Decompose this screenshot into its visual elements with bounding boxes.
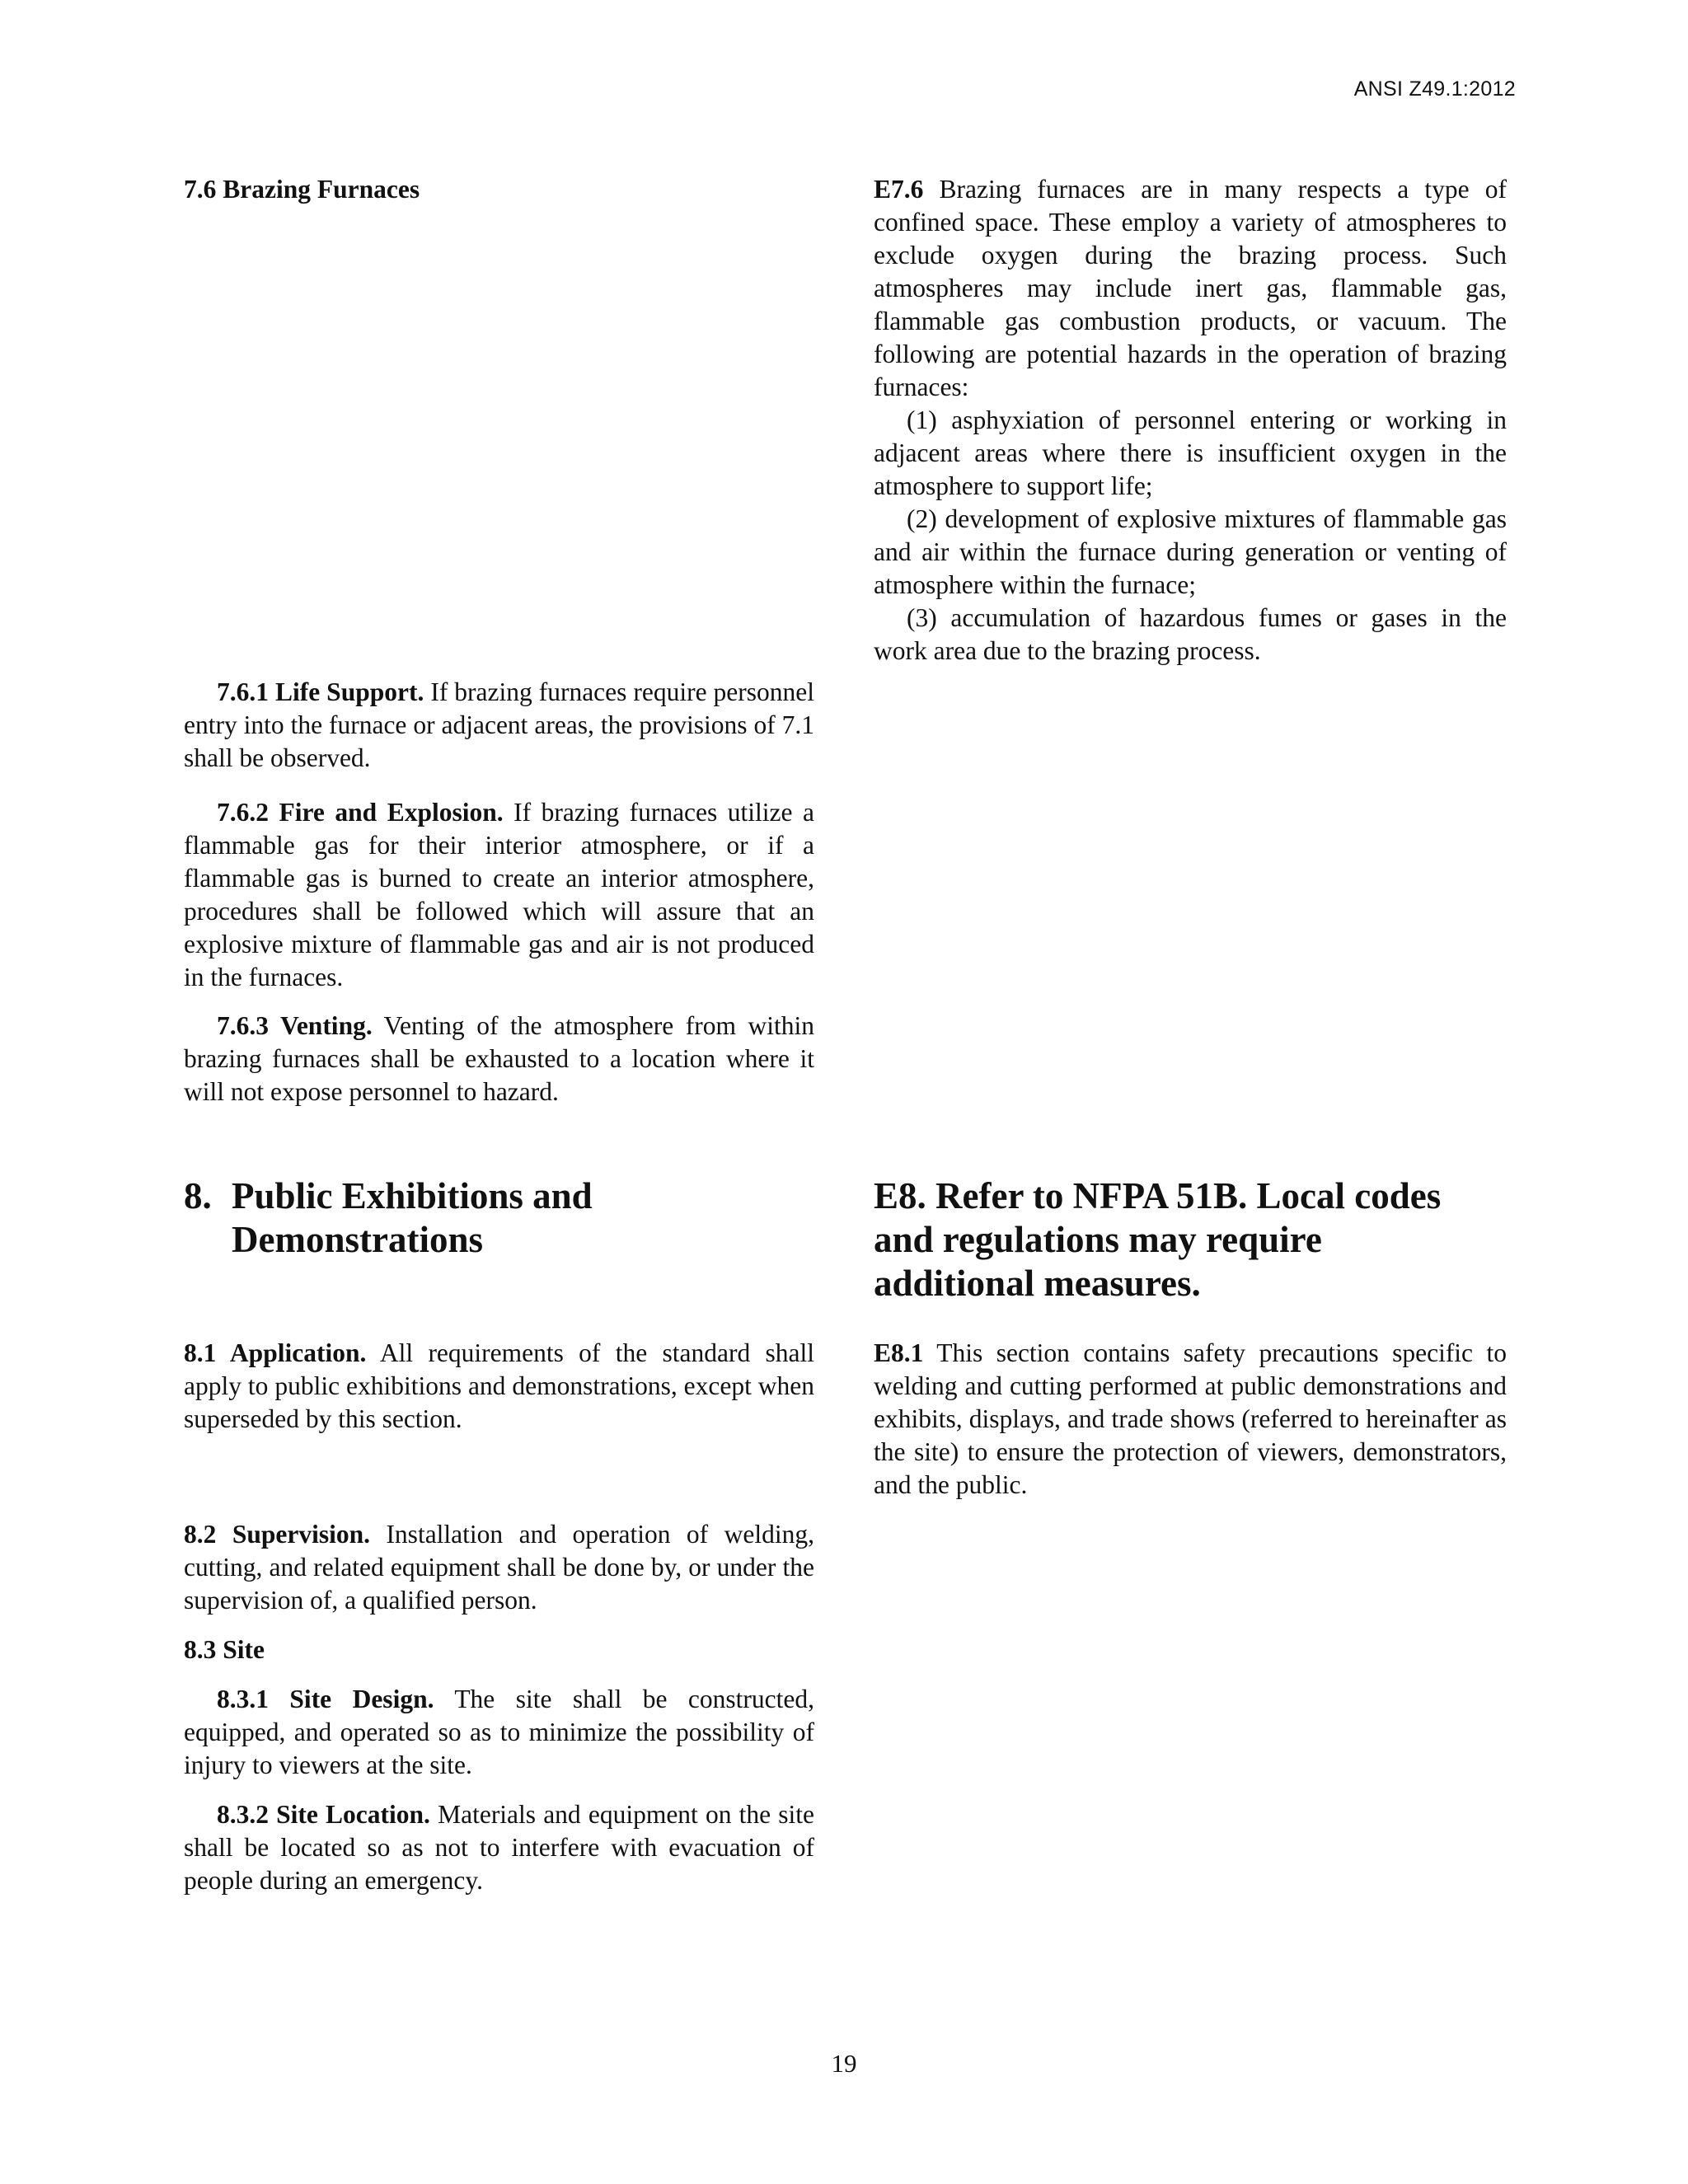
section-7-6-title: 7.6 Brazing Furnaces <box>184 175 420 204</box>
section-7-6-heading <box>184 173 814 206</box>
section-8-1 <box>184 1337 814 1436</box>
section-8-3-1 <box>184 1683 814 1782</box>
e8-1-label: E8.1 <box>874 1338 924 1367</box>
e8-heading <box>874 1174 1533 1305</box>
section-7-6-3-text: Venting of the atmosphere from within brazing furnaces shall be exhausted to a location where it will not expose personnel to hazard. <box>184 1011 814 1106</box>
section-8-3-heading <box>184 1633 814 1666</box>
section-8-3-2-text: Materials and equipment on the site shall be located so as not to interfere with evacuation of people during an emergency. <box>184 1800 814 1895</box>
e7-6-item-1: (1) asphyxiation of personnel entering or working in adjacent areas where there is insufficient oxygen in the atmosphere to support life; <box>874 405 1507 500</box>
section-8-2 <box>184 1518 814 1617</box>
standard-designation: ANSI Z49.1:2012 <box>1353 77 1516 101</box>
explanation-e7-6 <box>874 173 1507 668</box>
section-8-number: 8. <box>184 1175 212 1216</box>
section-8-2-title: 8.2 Supervision. <box>184 1520 370 1549</box>
section-7-6-2-text: If brazing furnaces utilize a flammable gas for their interior atmosphere, or if a flammable gas is burned to create an interior atmosphere, procedures shall be followed which will assure that an explosive mixture of flammable gas and air is not produced in the furnaces. <box>184 798 814 991</box>
e8-number: E8. <box>874 1175 926 1216</box>
page-number: 19 <box>831 2049 857 2078</box>
section-8-3-2-title: 8.3.2 Site Location. <box>217 1800 430 1829</box>
section-7-6-3 <box>184 1010 814 1108</box>
section-8-1-title: 8.1 Application. <box>184 1338 367 1367</box>
section-7-6-1 <box>184 676 814 775</box>
section-8-3-2 <box>184 1798 814 1897</box>
section-7-6-1-title: 7.6.1 Life Support. <box>217 677 424 706</box>
section-7-6-2 <box>184 796 814 994</box>
e8-1-text: This section contains safety precautions specific to welding and cutting performed at public demonstrations and exhibits, displays, and trade shows (referred to hereinafter as the site) to ensure the protection of viewers, demonstrators, and the public. <box>874 1338 1507 1499</box>
e7-6-label: E7.6 <box>874 175 924 204</box>
section-8-title-line2: Demonstrations <box>232 1219 483 1260</box>
section-8-2-text: Installation and operation of welding, cutting, and related equipment shall be done by, or under the supervision of, a qualified person. <box>184 1520 814 1615</box>
e8-title-line2: and regulations may require <box>874 1219 1322 1260</box>
e7-6-text: Brazing furnaces are in many respects a type of confined space. These employ a variety of atmospheres to exclude oxygen during the brazing process. Such atmospheres may include inert gas, flammable gas, flammable gas combustion products, or vacuum. The following are potential hazards in the operation of brazing furnaces: <box>874 175 1507 401</box>
section-8-3-title: 8.3 Site <box>184 1635 265 1664</box>
section-8-heading <box>184 1174 827 1262</box>
section-8-3-1-title: 8.3.1 Site Design. <box>217 1685 434 1713</box>
section-7-6-1-text: If brazing furnaces require personnel entry into the furnace or adjacent areas, the provisions of 7.1 shall be observed. <box>184 677 814 772</box>
section-8-title-line1: Public Exhibitions and <box>232 1175 593 1216</box>
e7-6-item-3: (3) accumulation of hazardous fumes or gases in the work area due to the brazing process. <box>874 603 1507 665</box>
section-7-6-3-title: 7.6.3 Venting. <box>217 1011 373 1040</box>
section-8-3-1-text: The site shall be constructed, equipped, and operated so as to minimize the possibility of injury to viewers at the site. <box>184 1685 814 1779</box>
e8-title-line1: Refer to NFPA 51B. Local codes <box>935 1175 1442 1216</box>
section-7-6-2-title: 7.6.2 Fire and Explosion. <box>217 798 504 827</box>
section-8-1-text: All requirements of the standard shall apply to public exhibitions and demonstrations, except when superseded by this section. <box>184 1338 814 1433</box>
e7-6-item-2: (2) development of explosive mixtures of flammable gas and air within the furnace during generation or venting of atmosphere within the furnace; <box>874 504 1507 599</box>
e8-title-line3: additional measures. <box>874 1263 1201 1304</box>
explanation-e8-1 <box>874 1337 1507 1502</box>
